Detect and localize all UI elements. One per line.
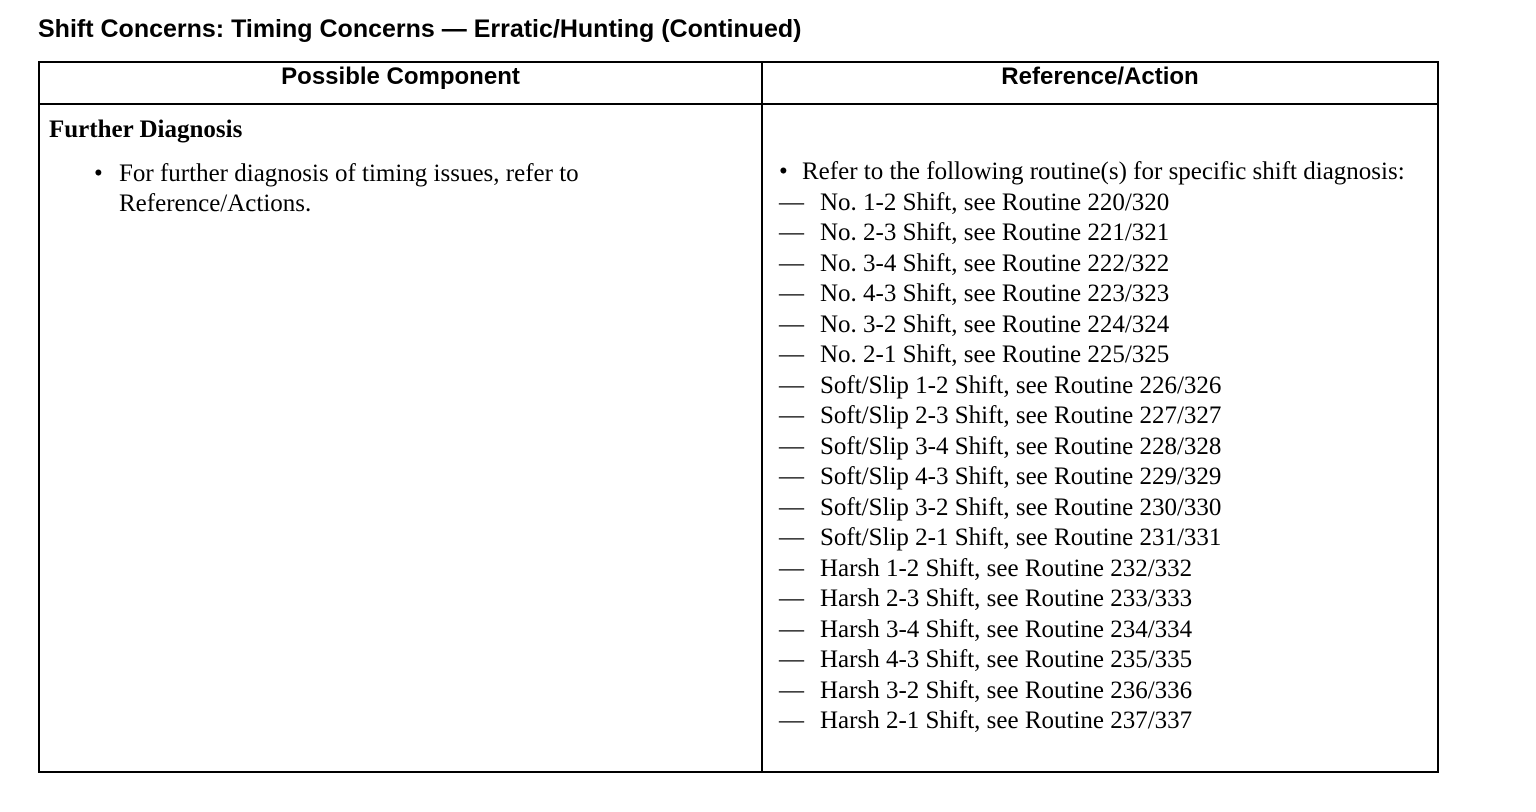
routine-text: Soft/Slip 4-3 Shift, see Routine 229/329 [820, 463, 1222, 490]
list-item [763, 279, 1437, 310]
routine-text: Soft/Slip 2-3 Shift, see Routine 227/327 [820, 402, 1222, 429]
dash-icon: — [779, 707, 804, 734]
dash-icon: — [779, 615, 804, 643]
routine-text: No. 3-4 Shift, see Routine 222/322 [820, 249, 1170, 277]
routine-text: No. 2-3 Shift, see Routine 221/321 [820, 219, 1170, 246]
reference-intro-text: Refer to the following routine(s) for specific shift diagnosis: [802, 158, 1405, 185]
routine-text: Soft/Slip 1-2 Shift, see Routine 226/326 [820, 371, 1222, 399]
table-header-row [39, 62, 1438, 104]
dash-icon: — [779, 188, 804, 216]
routine-text: Harsh 4-3 Shift, see Routine 235/335 [820, 646, 1193, 673]
component-bullet-text: For further diagnosis of timing issues, refer to Reference/Actions. [119, 159, 579, 217]
list-item [763, 310, 1437, 341]
page-title: Shift Concerns: Timing Concerns — Erratic/Hunting (Continued) [38, 15, 802, 43]
routine-text: Harsh 3-4 Shift, see Routine 234/334 [820, 615, 1193, 643]
list-item [763, 462, 1437, 493]
routine-text: Harsh 1-2 Shift, see Routine 232/332 [820, 554, 1193, 582]
routine-list [763, 188, 1437, 737]
routine-text: No. 4-3 Shift, see Routine 223/323 [820, 280, 1170, 307]
list-item [763, 615, 1437, 646]
list-item [763, 188, 1437, 219]
dash-icon: — [779, 646, 804, 673]
dash-icon: — [779, 676, 804, 704]
list-item [763, 676, 1437, 707]
routine-text: Soft/Slip 3-4 Shift, see Routine 228/328 [820, 432, 1222, 460]
header-reference-action: Reference/Action [762, 62, 1438, 104]
section-heading: Further Diagnosis [49, 116, 243, 143]
reference-bullet [763, 157, 1437, 188]
dash-icon: — [779, 463, 804, 490]
dash-icon: — [779, 280, 804, 307]
possible-component-cell [39, 104, 762, 772]
bullet-dot-icon: • [94, 159, 103, 187]
dash-icon: — [779, 371, 804, 399]
list-item [763, 432, 1437, 463]
list-item [763, 645, 1437, 676]
routine-text: Soft/Slip 2-1 Shift, see Routine 231/331 [820, 524, 1222, 551]
dash-icon: — [779, 585, 804, 612]
list-item [763, 706, 1437, 737]
list-item [763, 249, 1437, 280]
routine-text: No. 2-1 Shift, see Routine 225/325 [820, 341, 1170, 368]
list-item [763, 218, 1437, 249]
list-item [763, 554, 1437, 585]
reference-action-cell [762, 104, 1438, 772]
list-item [763, 493, 1437, 524]
list-item [763, 584, 1437, 615]
list-item [763, 401, 1437, 432]
dash-icon: — [779, 249, 804, 277]
list-item [763, 371, 1437, 402]
dash-icon: — [779, 341, 804, 368]
header-possible-component: Possible Component [39, 62, 762, 104]
component-bullet [40, 159, 761, 220]
routine-text: Harsh 3-2 Shift, see Routine 236/336 [820, 676, 1193, 704]
dash-icon: — [779, 524, 804, 551]
routine-text: No. 3-2 Shift, see Routine 224/324 [820, 310, 1170, 338]
dash-icon: — [779, 432, 804, 460]
dash-icon: — [779, 493, 804, 521]
dash-icon: — [779, 219, 804, 246]
list-item [763, 523, 1437, 554]
routine-text: Harsh 2-1 Shift, see Routine 237/337 [820, 707, 1193, 734]
routine-text: Harsh 2-3 Shift, see Routine 233/333 [820, 585, 1193, 612]
table-row [39, 104, 1438, 772]
routine-text: Soft/Slip 3-2 Shift, see Routine 230/330 [820, 493, 1222, 521]
dash-icon: — [779, 402, 804, 429]
dash-icon: — [779, 554, 804, 582]
diagnosis-table [38, 61, 1439, 773]
list-item [763, 340, 1437, 371]
routine-text: No. 1-2 Shift, see Routine 220/320 [820, 188, 1170, 216]
bullet-dot-icon: • [779, 158, 788, 185]
dash-icon: — [779, 310, 804, 338]
